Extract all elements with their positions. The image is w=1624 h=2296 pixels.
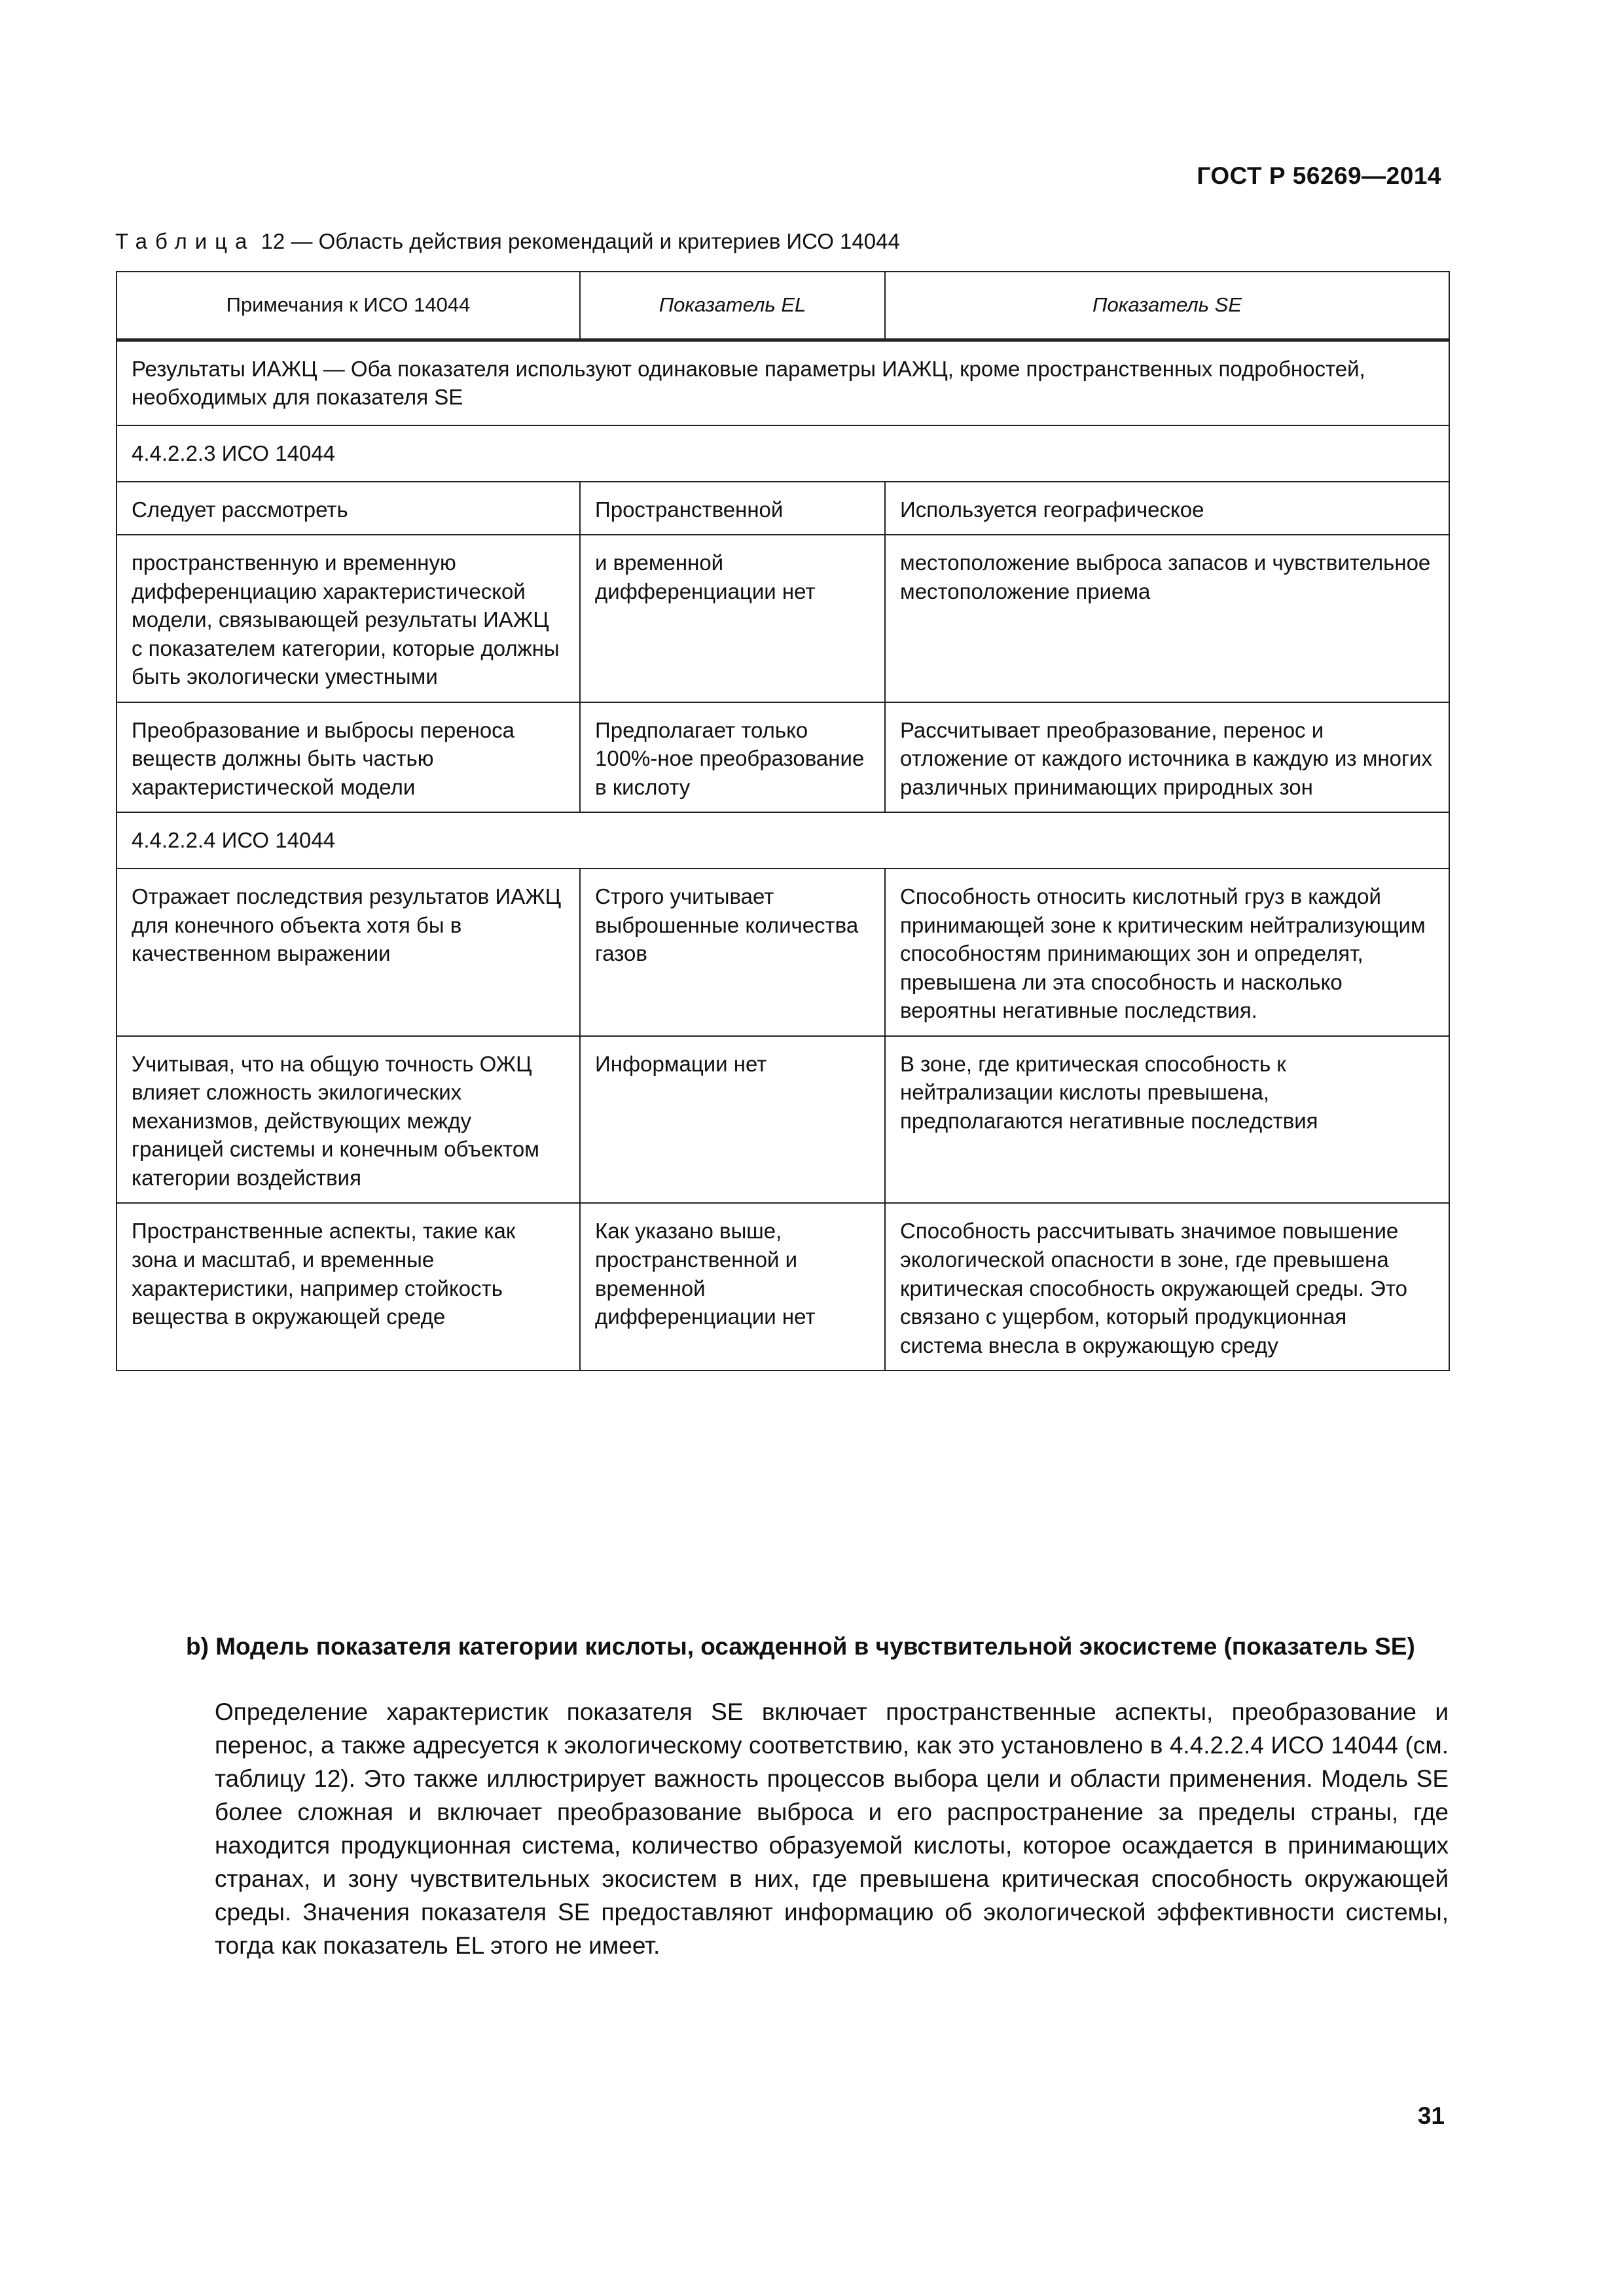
table-row — [117, 1036, 1449, 1204]
table-cell: Способность рассчитывать значимое повышение экологической опасности в зоне, где превышена критическая способность окружающей среды. Это связано с ущербом, который продукционная система внесла в окружающую среду — [885, 1203, 1449, 1371]
table-cell: Информации нет — [580, 1036, 885, 1204]
table-cell: Предполагает только 100%-ное преобразование в кислоту — [580, 702, 885, 813]
table-cell: Пространственной — [580, 482, 885, 535]
table-cell: Строго учитывает выброшенные количества газов — [580, 869, 885, 1036]
section-subheading: b) Модель показателя категории кислоты, осажденной в чувствительной экосистеме (показатель SE) — [186, 1633, 1415, 1660]
table-header-row — [117, 272, 1449, 340]
section-row — [117, 425, 1449, 482]
section-cell: 4.4.2.2.3 ИСО 14044 — [117, 425, 1449, 482]
header-cell-se: Показатель SE — [885, 272, 1449, 340]
header-cell-el: Показатель EL — [580, 272, 885, 340]
table-intro-row — [117, 340, 1449, 425]
table-row — [117, 482, 1449, 535]
table-cell: Используется географическое — [885, 482, 1449, 535]
table-cell: Способность относить кислотный груз в каждой принимающей зоне к критическим нейтрализующим способностям принимающих зон и определят, превышена ли эта способность и насколько вероятны негативные последствия. — [885, 869, 1449, 1036]
table-cell: Отражает последствия результатов ИАЖЦ для конечного объекта хотя бы в качественном выражении — [117, 869, 580, 1036]
table-row — [117, 869, 1449, 1036]
table-cell: Учитывая, что на общую точность ОЖЦ влияет сложность экилогических механизмов, действующих между границей системы и конечным объектом категории воздействия — [117, 1036, 580, 1204]
table-cell: местоположение выброса запасов и чувствительное местоположение приема — [885, 535, 1449, 702]
table-caption-number: 12 — [261, 229, 285, 253]
table-cell: В зоне, где критическая способность к нейтрализации кислоты превышена, предполагаются негативные последствия — [885, 1036, 1449, 1204]
table-cell: Преобразование и выбросы переноса веществ должны быть частью характеристической модели — [117, 702, 580, 813]
table-cell: пространственную и временную дифференциацию характеристической модели, связывающей результаты ИАЖЦ с показателем категории, которые должны быть экологически уместными — [117, 535, 580, 702]
section-cell: 4.4.2.2.4 ИСО 14044 — [117, 812, 1449, 869]
table-row — [117, 702, 1449, 813]
table-caption — [115, 229, 900, 254]
table-row — [117, 1203, 1449, 1371]
table-caption-text: Область действия рекомендаций и критериев ИСО 14044 — [318, 229, 900, 253]
table-cell: Пространственные аспекты, такие как зона и масштаб, и временные характеристики, например стойкость вещества в окружающей среде — [117, 1203, 580, 1371]
page-number: 31 — [1417, 2102, 1445, 2129]
table-intro-cell: Результаты ИАЖЦ — Оба показателя используют одинаковые параметры ИАЖЦ, кроме пространственных подробностей, необходимых для показателя SE — [117, 340, 1449, 425]
document-code: ГОСТ Р 56269—2014 — [1197, 162, 1441, 189]
table-caption-word: Таблица — [115, 229, 255, 253]
table-cell: Рассчитывает преобразование, перенос и отложение от каждого источника в каждую из многих различных принимающих природных зон — [885, 702, 1449, 813]
table-cell: и временной дифференциации нет — [580, 535, 885, 702]
header-cell-notes: Примечания к ИСО 14044 — [117, 272, 580, 340]
criteria-table — [116, 271, 1450, 1371]
section-row — [117, 812, 1449, 869]
table-cell: Следует рассмотреть — [117, 482, 580, 535]
table-row — [117, 535, 1449, 702]
body-paragraph: Определение характеристик показателя SE включает пространственные аспекты, преобразование и перенос, а также адресуется к экологическому соответствию, как это установлено в 4.4.2.2.4 ИСО 14044 (см. таблицу 12). Это также иллюстрирует важность процессов выбора цели и области применения. Модель SE более сложная и включает преобразование выброса и его распространение за пределы страны, где находится продукционная система, количество образуемой кислоты, которое осаждается в принимающих странах, и зону чувствительных экосистем в них, где превышена критическая способность окружающей среды. Значения показателя SE предоставляют информацию об экологической эффективности системы, тогда как показатель EL этого не имеет. — [215, 1698, 1449, 1960]
table-caption-dash: — — [291, 229, 313, 253]
table-cell: Как указано выше, пространственной и временной дифференциации нет — [580, 1203, 885, 1371]
